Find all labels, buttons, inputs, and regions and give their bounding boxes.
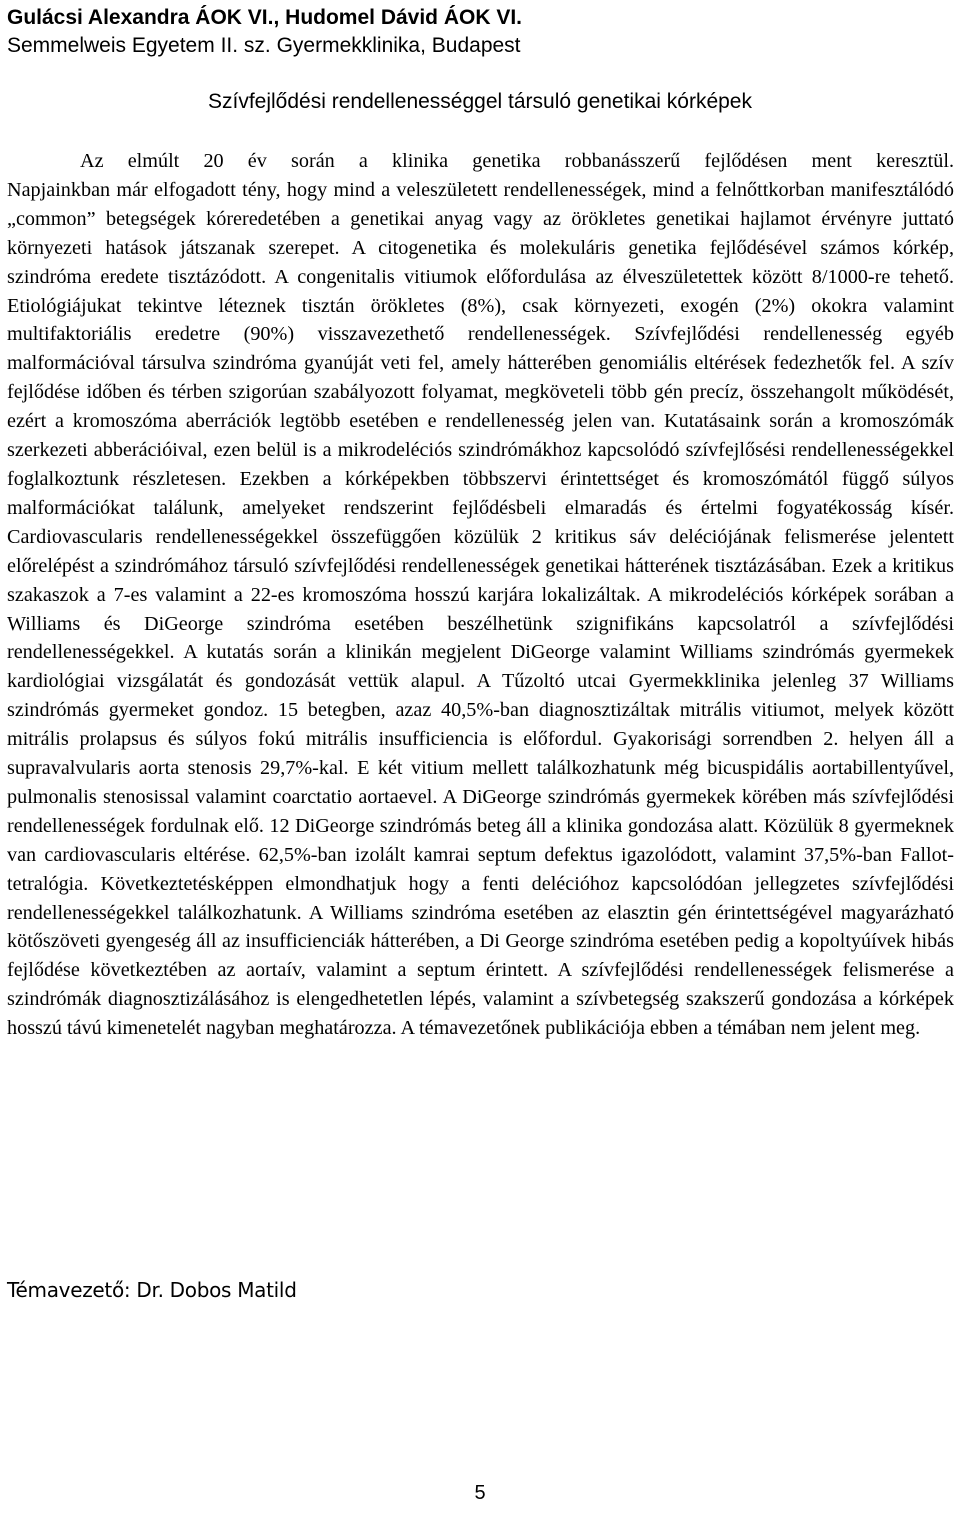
abstract-paragraph: Napjainkban már elfogadott tény, hogy mind a veleszületett rendellenességek, mind a felnőttkorban manifesztálódó „common” betegségek kóreredetében a genetikai anyag vagy az örökletes genetikai hajlamot érvényre juttató környezeti hatások játszanak szerepet. A citogenetika és molekuláris genetika fejlődésével számos kórkép, szindróma eredete tisztázódott. A congenitalis vitiumok előfordulása az élveszületettek között 8/1000-re tehető. Etiológiájukat tekintve léteznek tisztán örökletes (8%), csak környezeti, exogén (2%) okokra valamint multifaktoriális eredetre (90%) visszavezethető rendellenességek. Szívfejlődési rendellenesség egyéb malformációval társulva szindróma gyanúját veti fel, amely hátterében genomiális eltérések fedezhetők fel. A szív fejlődése időben és térben szigorúan szabályozott folyamat, megköveteli több gén precíz, összehangolt működését, ezért a kromoszóma aberrációk legtöbb esetében e rendellenesség jelen van. Kutatásaink során a kromoszómák szerkezeti abberációival, ezen belül is a mikrodeléciós szindrómákhoz kapcsolódó szívfejlősési rendellenességekkel foglalkoztunk részletesen. Ezekben a kórképekben többszervi érintettséget és kromoszómától függő súlyos malformációkat találunk, amelyeket rendszerint fejlődésbeli elmaradás és értelmi fogyatékosság kísér. Cardiovascularis rendellenességekkel összefüggően közülük 2 kritikus sáv deléciójának felismerése jelentett előrelépést a szindrómához társuló szívfejlődési rendellenességek genetikai hátterének tisztázásában. Ezek a kritikus szakaszok a 7-es valamint a 22-es kromoszóma hosszú karjára lokalizáltak. A mikrodeléciós kórképek sorában a Williams és DiGeorge szindróma esetében beszélhetünk szignifikáns kapcsolatról a szívfejlődési rendellenességekkel. A kutatás során a klinikán megjelent DiGeorge valamint Williams szindrómás gyermekek kardiológiai vizsgálatát és gondozását vettük alapul. A Tűzoltó utcai Gyermekklinika jelenleg 37 Williams szindrómás gyermeket gondoz. 15 betegben, azaz 40,5%-ban diagnosztizáltak mitrális vitiumot, melyek között mitrális prolapsus és súlyos fokú mitrális insufficiencia is előfordul. Gyakorisági sorrendben 2. helyen áll a supravalvularis aorta stenosis 29,7%-kal. E két vitium mellett találkozhatunk még bicuspidális aortabillentyűvel, pulmonalis stenosissal valamint coarctatio aortaevel. A DiGeorge szindrómás gyermekek körében más szívfejlődési rendellenességek fordulnak elő. 12 DiGeorge szindrómás beteg áll a klinika gondozása alatt. Közülük 8 gyermeknek van cardiovascularis eltérése. 62,5%-ban izolált kamrai septum defektus igazolódott, valamint 37,5%-ban Fallot-tetralógia. Következtetésképpen elmondhatjuk hogy a fenti delécióhoz kapcsolódóan jellegzetes szívfejlődési rendellenességekkel találkozhatunk. A Williams szindróma esetében az elasztin gén érintettségével magyarázható kötőszöveti gyengeség áll az insufficienciák hátterében, a Di George szindróma esetében pedig a kopoltyúívek hibás fejlődése következtében az aortaív, valamint a septum érintett. A szívfejlődési rendellenességek felismerése a szindrómák diagnosztizálásához is elengedhetetlen lépés, valamint a szívbetegség szakszerű gondozása a kórképek hosszú távú kimenetelét nagyban meghatározza. A témavezetőnek publikációja ebben a témában nem jelent meg. [7, 178, 954, 1040]
abstract-body [7, 147, 954, 1043]
abstract-intro-line: Az elmúlt 20 év során a klinika genetika robbanásszerű fejlődésen ment keresztül. [80, 150, 954, 172]
authors-line: Gulácsi Alexandra ÁOK VI., Hudomel Dávid ÁOK VI. [7, 6, 523, 29]
page-number: 5 [474, 1482, 486, 1504]
supervisor-line: Témavezető: Dr. Dobos Matild [7, 1278, 297, 1302]
abstract-title: Szívfejlődési rendellenességgel társuló genetikai kórképek [208, 90, 752, 113]
institution-line: Semmelweis Egyetem II. sz. Gyermekklinika, Budapest [7, 34, 521, 57]
